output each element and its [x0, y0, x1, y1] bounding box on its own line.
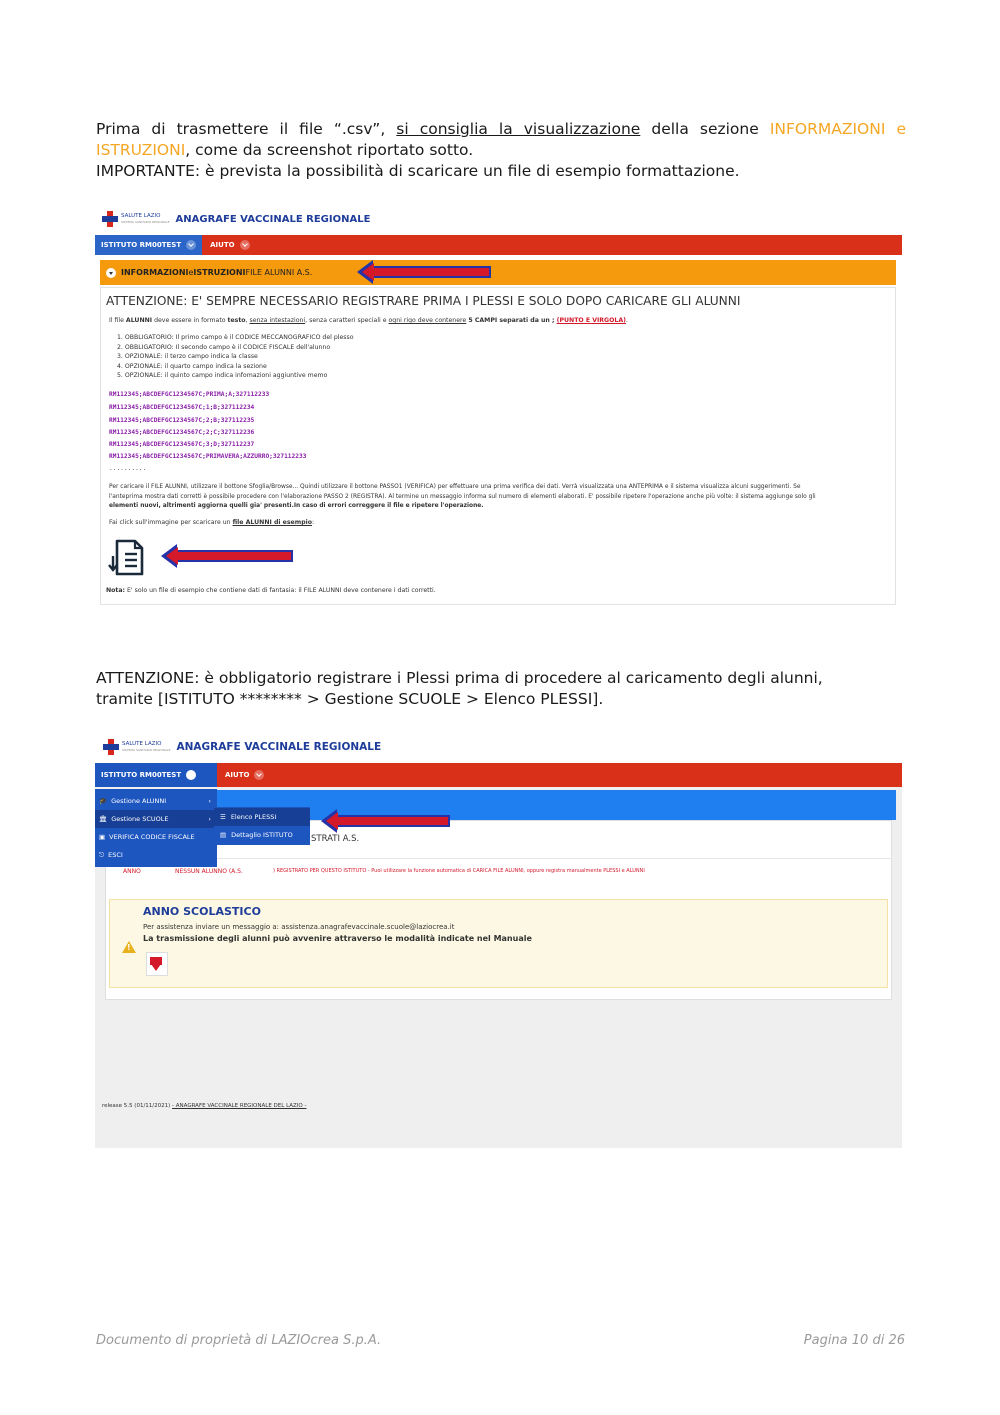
intro-paragraph: [96, 119, 906, 182]
rules-list: [117, 333, 354, 381]
divider: [105, 858, 892, 859]
brand-small: SALUTE LAZIO SISTEMA SANITARIO REGIONALE: [121, 213, 170, 224]
info-section-name: INFORMAZIONI e ISTRUZIONI: [96, 120, 906, 159]
anno-title: ANNO SCOLASTICO: [143, 905, 261, 918]
manual-note: La trasmissione degli alunni può avvenire attraverso le modalità indicate nel Manuale: [143, 934, 532, 943]
example-row: RM112345;ABCDEFGC1234567C;2;B;327112235: [109, 417, 255, 424]
intro-text: della sezione: [640, 120, 770, 138]
example-ellipsis: ..........: [109, 465, 147, 472]
submenu-dettaglio-istituto[interactable]: ▤ Dettaglio ISTITUTO: [220, 831, 293, 839]
example-row: RM112345;ABCDEFGC1234567C;1;B;327112234: [109, 404, 255, 411]
pointer-arrow-icon: [335, 815, 450, 827]
menu-item-esci[interactable]: ⎋ ESCI: [99, 850, 123, 859]
row-nessun-alunno: NESSUN ALUNNO (A.S.: [175, 868, 243, 875]
instructions: [109, 483, 891, 512]
menu-item-verifica-cf[interactable]: ▣ VERIFICA CODICE FISCALE: [99, 833, 195, 841]
salute-lazio-logo-icon: [103, 739, 119, 755]
document-icon: ▤: [220, 831, 227, 839]
scuole-submenu: [214, 807, 310, 845]
chevron-down-icon: [254, 770, 264, 780]
nav-istituto[interactable]: ISTITUTO RM00TEST: [95, 235, 202, 255]
instruction-line: l'anteprima mostra dati corretti è possibile procedere con l'elaborazione PASSO 2 (REGISTRA). Al termine un messaggio informa sul numero di elementi elaborati. E' possibile ripetere l'operazione anche più volte: il sistema aggiunge solo gli: [109, 493, 816, 500]
attention-paragraph: [96, 668, 906, 710]
assistenza-text: Per assistenza inviare un messaggio a: assistenza.anagrafevaccinale.scuole@laziocrea.it: [143, 923, 455, 931]
example-row: RM112345;ABCDEFGC1234567C;2;C;327112236: [109, 429, 255, 436]
logout-icon: ⎋: [99, 850, 105, 859]
graduation-cap-icon: 🎓: [99, 797, 108, 805]
footer-owner: Documento di proprietà di LAZIOcrea S.p.A.: [96, 1333, 382, 1348]
chevron-down-icon: [186, 770, 196, 780]
row-anno: ANNO: [123, 868, 141, 875]
nav-aiuto[interactable]: AIUTO: [210, 240, 249, 250]
chevron-down-icon: [240, 240, 250, 250]
download-example-link[interactable]: file ALUNNI di esempio: [232, 519, 312, 526]
footer-page-number: Pagina 10 di 26: [803, 1333, 905, 1348]
rule-item: 5. OPZIONALE: il quinto campo indica infomazioni aggiuntive memo: [117, 372, 328, 379]
toggle-down-icon: [106, 268, 116, 278]
top-navbar: [95, 235, 902, 255]
chevron-down-icon: [186, 240, 196, 250]
release-line: release 5.5 (01/11/2021) - ANAGRAFE VACCINALE REGIONALE DEL LAZIO -: [102, 1103, 307, 1109]
submenu-elenco-plessi[interactable]: ☰ Elenco PLESSI: [214, 808, 310, 826]
menu-item-gestione-alunni[interactable]: 🎓 Gestione ALUNNI ›: [99, 797, 211, 805]
info-istruzioni-toggle[interactable]: INFORMAZIONI e ISTRUZIONI FILE ALUNNI A.S.: [100, 260, 896, 285]
attention-line: tramite [ISTITUTO ******** > Gestione SCUOLE > Elenco PLESSI].: [96, 690, 604, 708]
pointer-arrow-icon: [175, 550, 293, 562]
brand-title: ANAGRAFE VACCINALE REGIONALE: [176, 741, 382, 753]
intro-text: , come da screenshot riportato sotto.: [185, 141, 474, 159]
rule-item: 1. OBBLIGATORIO: Il primo campo è il CODICE MECCANOGRAFICO del plesso: [117, 334, 354, 341]
list-icon: ☰: [220, 813, 226, 821]
intro-underlined-text: si consiglia la visualizzazione: [396, 120, 641, 138]
menu-item-gestione-scuole[interactable]: 🏛 Gestione SCUOLE ›: [95, 810, 217, 828]
rule-item: 3. OPZIONALE: il terzo campo indica la classe: [117, 353, 258, 360]
example-row: RM112345;ABCDEFGC1234567C;PRIMAVERA;AZZURRO;327112233: [109, 453, 307, 460]
pdf-manual-icon[interactable]: [146, 952, 168, 976]
format-description: Il file ALUNNI deve essere in formato testo, senza intestazioni, senza caratteri speciali e ogni rigo deve contenere 5 CAMPI separati da un ; (PUNTO E VIRGOLA).: [109, 317, 628, 324]
nav-istituto[interactable]: ISTITUTO RM00TEST: [95, 763, 217, 787]
istituto-dropdown-menu: [95, 789, 217, 867]
important-note: IMPORTANTE: è prevista la possibilità di scaricare un file di esempio formattazione.: [96, 162, 740, 180]
panel-heading: ATTENZIONE: E' SEMPRE NECESSARIO REGISTRARE PRIMA I PLESSI E SOLO DOPO CARICARE GLI ALUNNI: [106, 294, 741, 308]
chevron-right-icon: ›: [208, 797, 211, 805]
brand-header: [103, 739, 381, 755]
row-message: ) REGISTRATO PER QUESTO ISTITUTO - Puoi utilizzare la funzione automatica di CARICA FILE ALUNNI, oppure registra manualmente PLESSI e ALUNNI: [273, 868, 645, 874]
registered-title: STRATI A.S.: [311, 834, 360, 844]
intro-text: Prima di trasmettere il file “.csv”,: [96, 120, 397, 138]
example-row: RM112345;ABCDEFGC1234567C;PRIMA;A;327112233: [109, 391, 270, 398]
institution-icon: 🏛: [99, 815, 108, 823]
brand-title: ANAGRAFE VACCINALE REGIONALE: [175, 213, 371, 225]
download-file-icon[interactable]: [107, 538, 147, 578]
note: Nota: E' solo un file di esempio che contiene dati di fantasia: il FILE ALUNNI deve contenere i dati corretti.: [106, 587, 436, 594]
download-hint: Fai click sull'immagine per scaricare un file ALUNNI di esempio:: [109, 519, 315, 526]
warning-icon: [122, 941, 136, 953]
top-navbar: [95, 763, 902, 787]
anno-scolastico-box: [109, 899, 888, 988]
blue-title-strip: [214, 790, 896, 820]
attention-line: ATTENZIONE: è obbligatorio registrare i Plessi prima di procedere al caricamento degli alunni,: [96, 669, 823, 687]
instruction-line: elementi nuovi, altrimenti aggiorna quelli gia' presenti.In caso di errori correggere il file e ripetere l'operazione.: [109, 503, 484, 509]
salute-lazio-logo-icon: [102, 211, 118, 227]
pointer-arrow-icon: [371, 266, 491, 278]
nav-aiuto[interactable]: AIUTO: [225, 770, 264, 780]
rule-item: 4. OPZIONALE: il quarto campo indica la sezione: [117, 362, 267, 370]
brand-small: SALUTE LAZIO SISTEMA SANITARIO REGIONALE: [122, 741, 171, 752]
calendar-icon: ▣: [99, 833, 106, 841]
screenshot-menu-plessi: [95, 733, 902, 1148]
release-link[interactable]: - ANAGRAFE VACCINALE REGIONALE DEL LAZIO -: [172, 1103, 307, 1109]
example-row: RM112345;ABCDEFGC1234567C;3;D;327112237: [109, 441, 255, 448]
chevron-right-icon: ›: [208, 815, 211, 823]
rule-item: 2. OBBLIGATORIO: Il secondo campo è il CODICE FISCALE dell'alunno: [117, 343, 331, 351]
instruction-line: Per caricare il FILE ALUNNI, utilizzare il bottone Sfoglia/Browse... Quindi utilizzare il bottone PASSO1 (VERIFICA) per effettuare una prima verifica dei dati. Verrà visualizzata una ANTEPRIMA e il sistema visualizza alcuni suggerimenti. Se: [109, 484, 801, 490]
screenshot-info-istruzioni: [95, 205, 902, 608]
brand-header: [102, 211, 370, 227]
